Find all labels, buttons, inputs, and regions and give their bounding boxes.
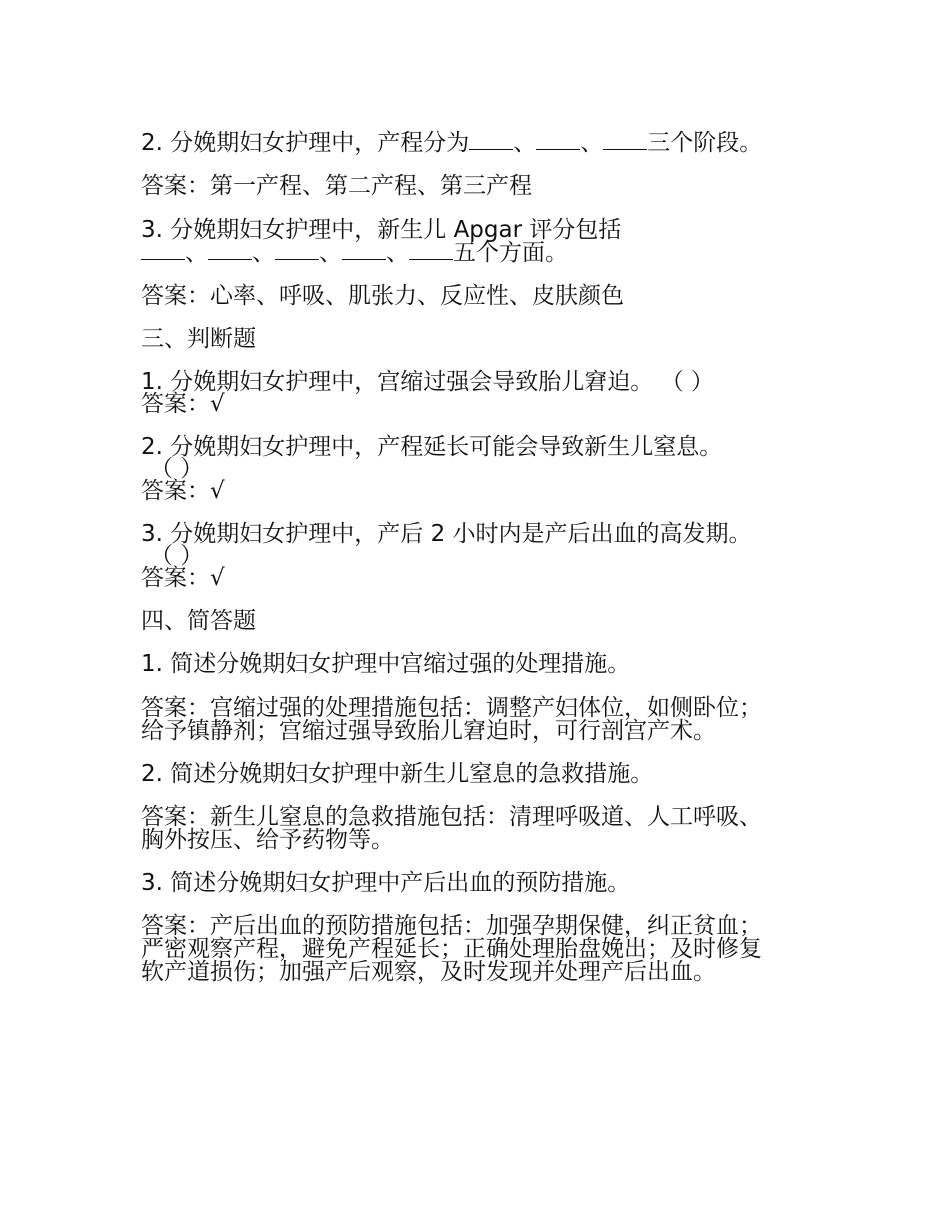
short-question-1: 1. 简述分娩期妇女护理中宫缩过强的处理措施。: [141, 651, 631, 677]
short-answer-3-line2: 严密观察产程，避免产程延长；正确处理胎盘娩出；及时修复: [141, 936, 762, 962]
judge-question-3: 3. 分娩期妇女护理中，产后 2 小时内是产后出血的高发期。: [141, 521, 752, 547]
separator: 、: [386, 240, 409, 266]
answer-blank: [536, 131, 580, 150]
answer-blank: [342, 241, 386, 260]
judge-answer-2: 答案：√: [141, 478, 225, 504]
answer-blank: [208, 241, 252, 260]
section-heading-judge: 三、判断题: [141, 326, 256, 352]
answer-blank: [603, 131, 647, 150]
fill-question-2-prefix: 2. 分娩期妇女护理中，产程分为: [141, 130, 470, 156]
judge-question-1: 1. 分娩期妇女护理中，宫缩过强会导致胎儿窘迫。 （ ）: [141, 369, 714, 395]
fill-answer-2: 答案：第一产程、第二产程、第三产程: [141, 173, 532, 199]
fill-question-3-line2: [141, 240, 568, 266]
section-heading-short: 四、简答题: [141, 608, 256, 634]
short-answer-1-line2: 给予镇静剂；宫缩过强导致胎儿窘迫时，可行剖宫产术。: [141, 718, 716, 744]
short-answer-3-line1: 答案：产后出血的预防措施包括：加强孕期保健，纠正贫血；: [141, 913, 762, 939]
fill-question-3-line1: 3. 分娩期妇女护理中，新生儿 Apgar 评分包括: [141, 217, 622, 243]
fill-question-2: [141, 130, 762, 156]
separator: 、: [580, 130, 604, 156]
answer-blank: [275, 241, 319, 260]
fill-answer-3: 答案：心率、呼吸、肌张力、反应性、皮肤颜色: [141, 283, 624, 309]
judge-question-2: 2. 分娩期妇女护理中，产程延长可能会导致新生儿窒息。: [141, 434, 723, 460]
fill-question-2-suffix: 三个阶段。: [647, 130, 763, 156]
short-answer-1-line1: 答案：宫缩过强的处理措施包括：调整产妇体位，如侧卧位；: [141, 695, 762, 721]
judge-answer-1: 答案：√: [141, 391, 225, 417]
separator: 、: [319, 240, 342, 266]
judge-answer-3: 答案：√: [141, 565, 225, 591]
answer-blank: [409, 241, 453, 260]
judge-paren-2: （ ）: [150, 456, 204, 482]
short-answer-3-line3: 软产道损伤；加强产后观察，及时发现并处理产后出血。: [141, 959, 716, 985]
separator: 、: [185, 240, 208, 266]
short-question-2: 2. 简述分娩期妇女护理中新生儿窒息的急救措施。: [141, 761, 654, 787]
separator: 、: [513, 130, 537, 156]
short-answer-2-line2: 胸外按压、给予药物等。: [141, 827, 394, 853]
short-question-3: 3. 简述分娩期妇女护理中产后出血的预防措施。: [141, 870, 631, 896]
short-answer-2-line1: 答案：新生儿窒息的急救措施包括：清理呼吸道、人工呼吸、: [141, 804, 762, 830]
answer-blank: [141, 241, 185, 260]
answer-blank: [469, 131, 513, 150]
judge-paren-3: （ ）: [150, 543, 204, 569]
fill-question-3-suffix: 五个方面。: [453, 240, 568, 266]
separator: 、: [252, 240, 275, 266]
